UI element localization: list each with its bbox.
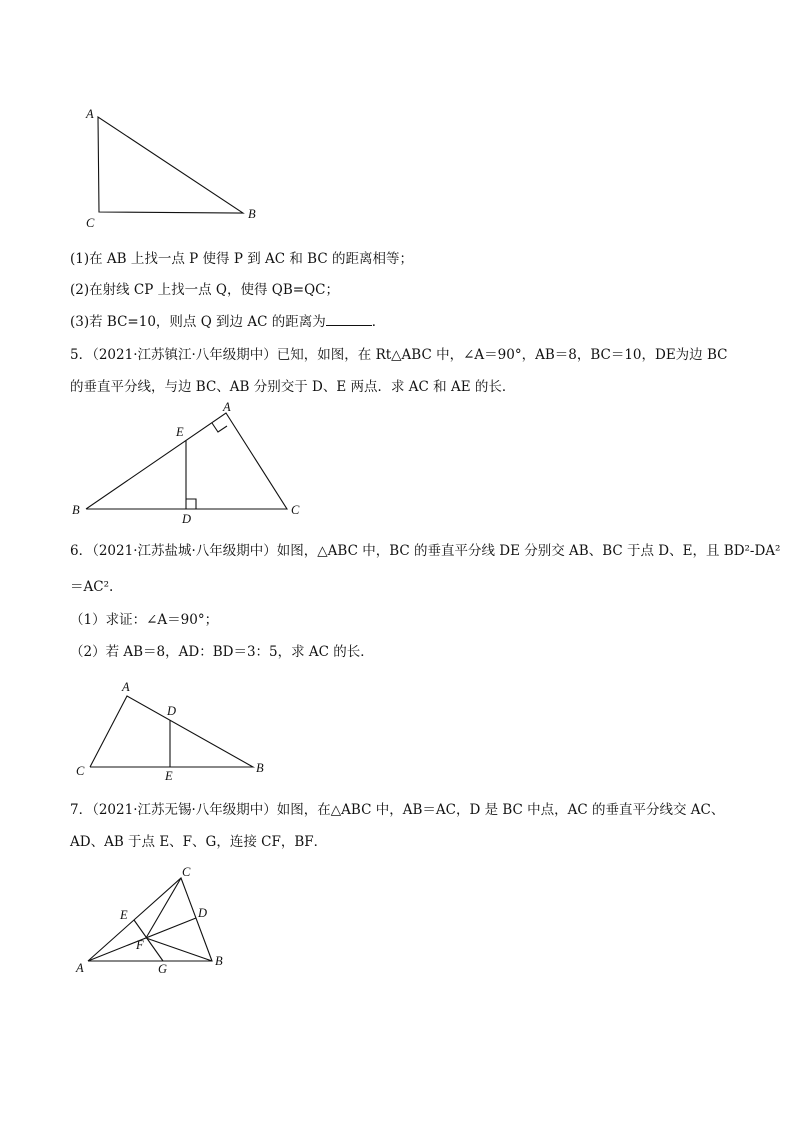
q4-end: ． xyxy=(371,314,386,330)
label-e: E xyxy=(120,908,128,922)
q4-part-2: (2)在射线 CP 上找一点 Q，使得 QB=QC； xyxy=(70,282,339,298)
label-f: F xyxy=(136,938,144,952)
label-e: E xyxy=(176,425,184,439)
label-d: D xyxy=(182,512,192,526)
label-a: A xyxy=(122,680,130,694)
label-a: A xyxy=(223,400,231,414)
label-a: A xyxy=(86,107,94,121)
label-c: C xyxy=(76,764,85,778)
figure-q6-triangle xyxy=(76,680,264,783)
label-a: A xyxy=(76,961,84,975)
label-b: B xyxy=(215,954,223,968)
q4-part-1: (1)在 AB 上找一点 P 使得 P 到 AC 和 BC 的距离相等； xyxy=(70,251,413,267)
q4-part-3 xyxy=(70,312,385,332)
label-d: D xyxy=(198,906,208,920)
q5-stem-line-1: 5．（2021·江苏镇江·八年级期中）已知，如图，在 Rt△ABC 中，∠A＝90°，AB＝8，BC＝10，DE为边 BC xyxy=(70,347,728,363)
q6-part-1: （1）求证：∠A＝90°； xyxy=(70,612,219,628)
q4-part-3-text: (3)若 BC=10，则点 Q 到边 AC 的距离为 xyxy=(70,314,326,330)
q6-stem-line-2: ＝AC². xyxy=(70,579,114,595)
answer-blank xyxy=(326,312,372,326)
label-b: B xyxy=(256,761,264,775)
figure-q5-triangle xyxy=(72,400,300,526)
label-b: B xyxy=(72,503,80,517)
q6-part-2: （2）若 AB＝8，AD：BD＝3：5，求 AC 的长． xyxy=(70,644,374,660)
label-c: C xyxy=(291,503,300,517)
q5-stem-line-2: 的垂直平分线，与边 BC、AB 分别交于 D、E 两点．求 AC 和 AE 的长． xyxy=(70,379,516,395)
label-c: C xyxy=(182,865,191,879)
triangle-abc-q4 xyxy=(98,117,243,213)
q7-stem-line-1: 7．（2021·江苏无锡·八年级期中）如图，在△ABC 中，AB＝AC，D 是 BC 中点，AC 的垂直平分线交 AC、 xyxy=(70,802,725,818)
label-c: C xyxy=(86,216,95,230)
q6-stem-line-1: 6．（2021·江苏盐城·八年级期中）如图，△ABC 中，BC 的垂直平分线 DE 分别交 AB、BC 于点 D、E，且 BD²-DA² xyxy=(70,543,781,559)
label-e: E xyxy=(165,769,173,783)
label-g: G xyxy=(158,962,168,976)
figure-q7-triangle xyxy=(75,865,223,976)
label-d: D xyxy=(167,704,177,718)
label-b: B xyxy=(248,207,256,221)
q7-stem-line-2: AD、AB 于点 E、F、G，连接 CF，BF． xyxy=(70,834,328,850)
